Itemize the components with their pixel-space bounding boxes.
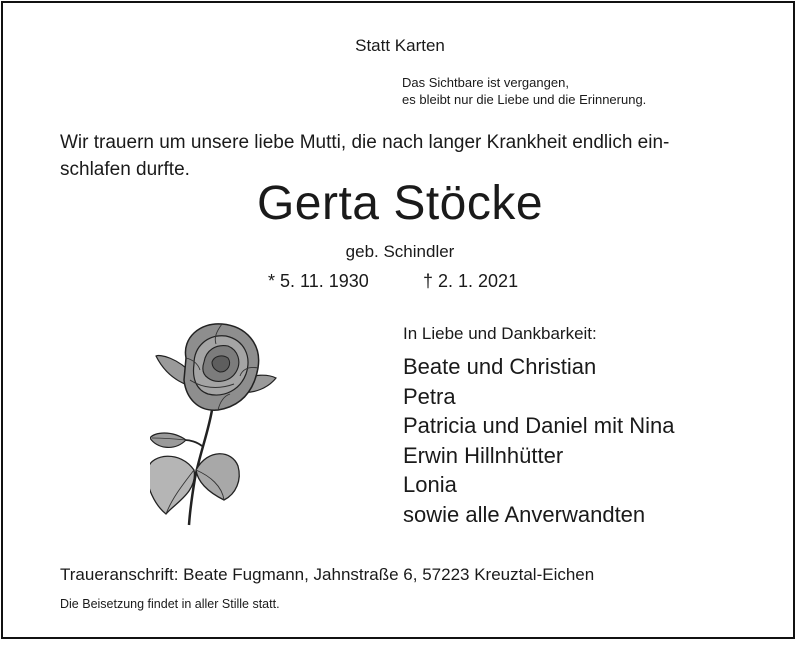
intro-line: schlafen durfte. (60, 159, 190, 180)
mourners-heading: In Liebe und Dankbarkeit: (403, 324, 597, 343)
mourning-address: Traueranschrift: Beate Fugmann, Jahnstraße 6, 57223 Kreuztal-Eichen (60, 565, 595, 584)
mourner-name: Beate und Christian (403, 354, 597, 379)
rose-icon (150, 318, 285, 528)
intro-line: Wir trauern um unsere liebe Mutti, die nach langer Krankheit endlich ein- (60, 132, 670, 153)
notice-border (1, 1, 795, 639)
quote-line: Das Sichtbare ist vergangen, (402, 75, 569, 90)
funeral-note: Die Beisetzung findet in aller Stille statt. (60, 597, 280, 611)
mourner-name: Patricia und Daniel mit Nina (403, 413, 675, 439)
header-statt-karten: Statt Karten (355, 36, 445, 55)
deceased-name: Gerta Stöcke (256, 177, 544, 230)
mourner-name: Lonia (403, 472, 457, 498)
birth-date: * 5. 11. 1930 (268, 271, 369, 291)
quote-line: es bleibt nur die Liebe und die Erinnerung. (402, 92, 647, 107)
mourner-name: Petra (403, 383, 456, 409)
maiden-name: geb. Schindler (345, 242, 455, 261)
mourner-name: Erwin Hillnhütter (403, 442, 564, 468)
memorial-quote (402, 74, 646, 108)
mourner-name: sowie alle Anverwandten (403, 501, 646, 527)
mourners-list (403, 352, 674, 530)
intro-text (60, 129, 669, 183)
death-date: † 2. 1. 2021 (423, 271, 519, 291)
